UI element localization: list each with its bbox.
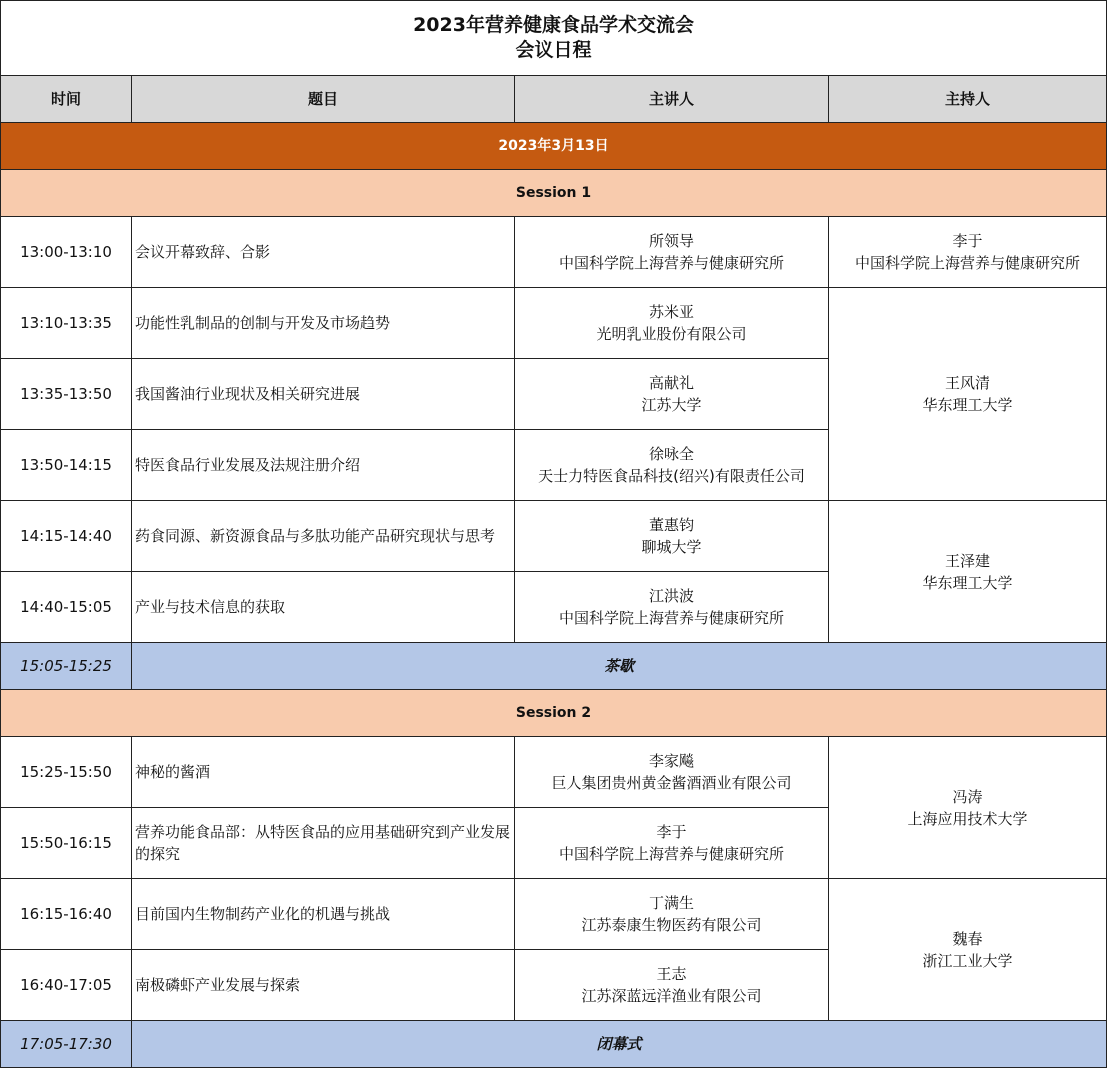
speaker-org: 聊城大学 <box>641 538 702 556</box>
speaker-name: 董惠钧 <box>648 516 694 534</box>
header-speaker: 主讲人 <box>515 76 829 123</box>
table-row <box>1 501 1107 572</box>
speaker-cell <box>515 217 829 288</box>
topic-cell: 目前国内生物制药产业化的机遇与挑战 <box>132 879 515 950</box>
speaker-cell <box>515 359 829 430</box>
header-time: 时间 <box>1 76 132 123</box>
host-name: 冯涛 <box>952 787 983 806</box>
break-row <box>1 643 1107 690</box>
host-org: 华东理工大学 <box>922 396 1013 414</box>
speaker-name: 江洪波 <box>648 587 694 605</box>
time-cell: 14:40-15:05 <box>1 572 132 643</box>
break-time: 15:05-15:25 <box>1 643 132 690</box>
speaker-name: 李于 <box>656 823 687 841</box>
speaker-org: 巨人集团贵州黄金酱酒酒业有限公司 <box>551 774 792 792</box>
host-name: 王泽建 <box>945 551 991 570</box>
title-line1: 2023年营养健康食品学术交流会 <box>413 14 694 36</box>
table-row <box>1 879 1107 950</box>
topic-cell: 药食同源、新资源食品与多肽功能产品研究现状与思考 <box>132 501 515 572</box>
host-cell <box>829 737 1107 879</box>
session-row <box>1 690 1107 737</box>
host-cell <box>829 288 1107 501</box>
page-title <box>1 1 1107 76</box>
host-org: 中国科学院上海营养与健康研究所 <box>855 254 1081 272</box>
speaker-org: 光明乳业股份有限公司 <box>596 325 747 343</box>
topic-cell: 特医食品行业发展及法规注册介绍 <box>132 430 515 501</box>
header-row <box>1 76 1107 123</box>
speaker-org: 江苏深蓝远洋渔业有限公司 <box>581 987 762 1005</box>
speaker-name: 苏米亚 <box>648 303 694 321</box>
topic-cell: 我国酱油行业现状及相关研究进展 <box>132 359 515 430</box>
speaker-org: 中国科学院上海营养与健康研究所 <box>558 845 784 863</box>
speaker-cell <box>515 879 829 950</box>
speaker-name: 李家飚 <box>648 752 694 770</box>
speaker-name: 所领导 <box>648 232 694 250</box>
topic-cell: 产业与技术信息的获取 <box>132 572 515 643</box>
host-cell <box>829 879 1107 1021</box>
speaker-name: 高献礼 <box>648 374 694 392</box>
speaker-org: 江苏泰康生物医药有限公司 <box>581 916 762 934</box>
host-cell <box>829 501 1107 643</box>
time-cell: 13:50-14:15 <box>1 430 132 501</box>
host-name: 李于 <box>952 232 983 250</box>
table-row <box>1 217 1107 288</box>
host-org: 华东理工大学 <box>922 573 1013 592</box>
time-cell: 16:15-16:40 <box>1 879 132 950</box>
table-row <box>1 288 1107 359</box>
time-cell: 15:25-15:50 <box>1 737 132 808</box>
break-label: 茶歇 <box>132 643 1107 690</box>
topic-cell: 功能性乳制品的创制与开发及市场趋势 <box>132 288 515 359</box>
speaker-name: 丁满生 <box>648 894 694 912</box>
topic-cell: 会议开幕致辞、合影 <box>132 217 515 288</box>
speaker-cell <box>515 572 829 643</box>
time-cell: 16:40-17:05 <box>1 950 132 1021</box>
table-row <box>1 737 1107 808</box>
time-cell: 13:00-13:10 <box>1 217 132 288</box>
speaker-cell <box>515 950 829 1021</box>
break-time: 17:05-17:30 <box>1 1021 132 1068</box>
time-cell: 15:50-16:15 <box>1 808 132 879</box>
session-label: Session 2 <box>1 690 1107 737</box>
header-topic: 题目 <box>132 76 515 123</box>
speaker-name: 王志 <box>656 965 687 983</box>
session-label: Session 1 <box>1 170 1107 217</box>
topic-cell: 营养功能食品部：从特医食品的应用基础研究到产业发展的探究 <box>132 808 515 879</box>
speaker-org: 天士力特医食品科技(绍兴)有限责任公司 <box>538 467 805 485</box>
speaker-cell <box>515 737 829 808</box>
title-line2: 会议日程 <box>515 39 592 61</box>
time-cell: 13:35-13:50 <box>1 359 132 430</box>
speaker-org: 中国科学院上海营养与健康研究所 <box>558 609 784 627</box>
date-row <box>1 123 1107 170</box>
time-cell: 13:10-13:35 <box>1 288 132 359</box>
topic-cell: 神秘的酱酒 <box>132 737 515 808</box>
break-row <box>1 1021 1107 1068</box>
header-host: 主持人 <box>829 76 1107 123</box>
host-org: 上海应用技术大学 <box>907 809 1028 828</box>
speaker-cell <box>515 288 829 359</box>
speaker-org: 中国科学院上海营养与健康研究所 <box>558 254 784 272</box>
speaker-org: 江苏大学 <box>641 396 702 414</box>
topic-cell: 南极磷虾产业发展与探索 <box>132 950 515 1021</box>
host-name: 王风清 <box>945 374 991 392</box>
session-row <box>1 170 1107 217</box>
host-org: 浙江工业大学 <box>922 951 1013 970</box>
host-name: 魏春 <box>952 929 983 948</box>
break-label: 闭幕式 <box>132 1021 1107 1068</box>
speaker-cell <box>515 501 829 572</box>
speaker-cell <box>515 808 829 879</box>
speaker-cell <box>515 430 829 501</box>
time-cell: 14:15-14:40 <box>1 501 132 572</box>
date-label: 2023年3月13日 <box>1 123 1107 170</box>
speaker-name: 徐咏全 <box>648 445 694 463</box>
host-cell <box>829 217 1107 288</box>
